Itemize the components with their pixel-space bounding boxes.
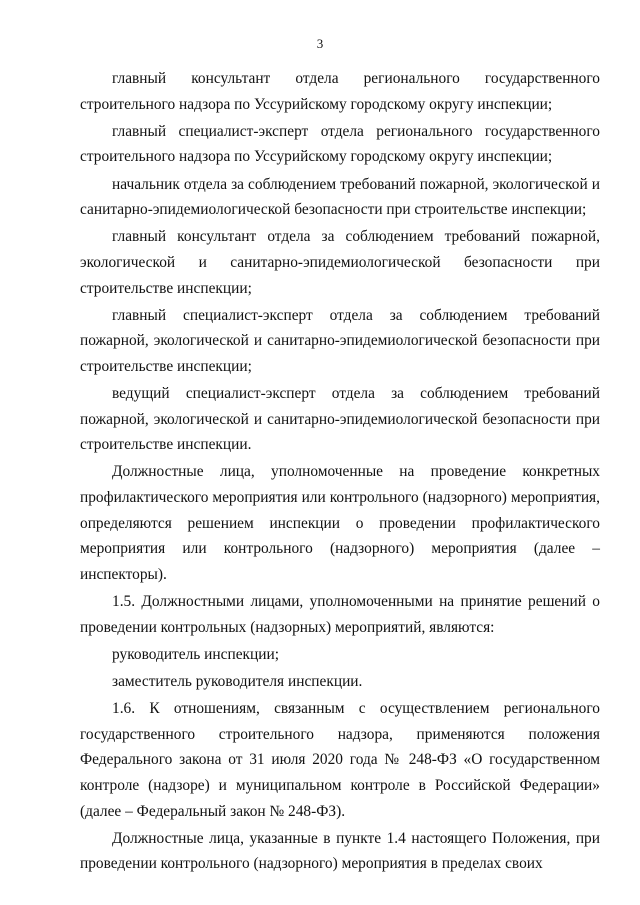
page-number: 3 xyxy=(316,36,324,51)
paragraph-deputy-head-of-inspection: заместитель руководителя инспекции. xyxy=(112,673,363,690)
paragraph-officials-clause-1-4: Должностные лица, указанные в пункте 1.4 настоящего Положения, при проведении контрольного (надзорного) мероприятия в пределах своих xyxy=(80,829,600,873)
paragraph-leading-specialist-fire-safety: ведущий специалист-эксперт отдела за соблюдением требований пожарной, экологической и санитарно-эпидемиологической безопасности при строительстве инспекции. xyxy=(80,385,600,454)
paragraph-head-fire-safety-department: начальник отдела за соблюдением требований пожарной, экологической и санитарно-эпидемиологической безопасности при строительстве инспекции; xyxy=(80,175,600,219)
document-body xyxy=(80,66,600,879)
paragraph-chief-consultant-fire-safety: главный консультант отдела за соблюдением требований пожарной, экологической и санитарно-эпидемиологической безопасности при строительстве инспекции; xyxy=(80,228,600,297)
paragraph-chief-consultant-ussuriysk: главный консультант отдела регионального государственного строительного надзора по Уссурийскому городскому округу инспекции; xyxy=(80,70,600,113)
paragraph-inspectors-definition: Должностные лица, уполномоченные на проведение конкретных профилактического мероприятия или контрольного (надзорного) мероприятия, определяются решением инспекции о проведении профилактического мероприятия или контрольного (надзорного) мероприятия (далее – инспекторы). xyxy=(80,463,600,583)
paragraph-chief-specialist-ussuriysk: главный специалист-эксперт отдела регионального государственного строительного надзора по Уссурийскому городскому округу инспекции; xyxy=(80,122,600,166)
paragraph-section-1-6: 1.6. К отношениям, связанным с осуществлением регионального государственного строительного надзора, применяются положения Федерального закона от 31 июля 2020 года № 248-ФЗ «О государственном контроле (надзоре) и муниципальном контроле в Российской Федерации» (далее – Федеральный закон № 248-ФЗ). xyxy=(80,700,600,820)
paragraph-chief-specialist-fire-safety: главный специалист-эксперт отдела за соблюдением требований пожарной, экологической и санитарно-эпидемиологической безопасности при строительстве инспекции; xyxy=(80,306,600,375)
paragraph-head-of-inspection: руководитель инспекции; xyxy=(112,645,279,663)
paragraph-section-1-5: 1.5. Должностными лицами, уполномоченными на принятие решений о проведении контрольных (надзорных) мероприятий, являются: xyxy=(80,593,600,636)
